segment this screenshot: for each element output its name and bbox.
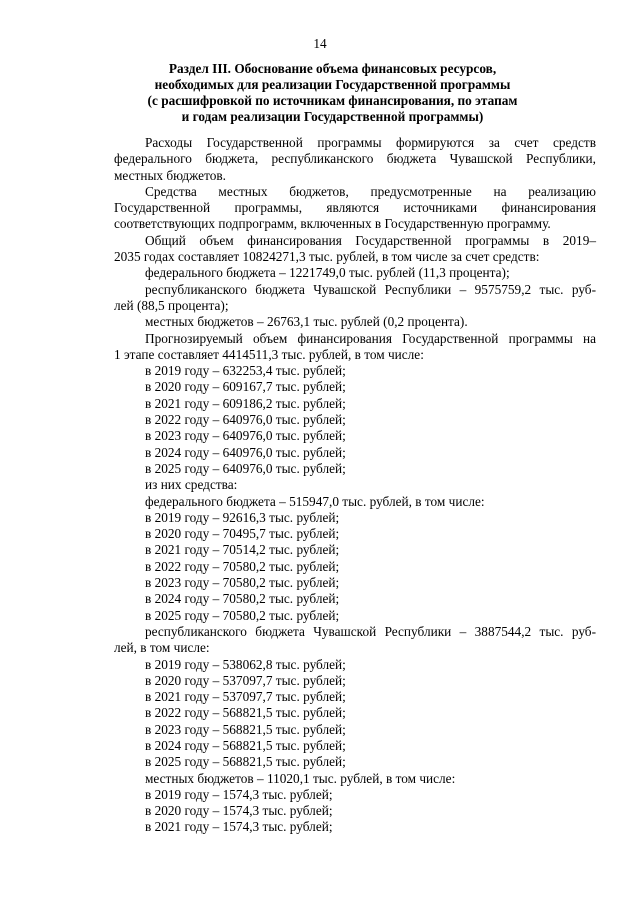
list-item: в 2025 году – 568821,5 тыс. рублей; (145, 754, 346, 770)
source-republic: лей (88,5 процента); (114, 297, 229, 313)
list-item: в 2024 году – 70580,2 тыс. рублей; (145, 591, 340, 607)
list-item: в 2024 году – 640976,0 тыс. рублей; (145, 444, 346, 460)
stage-year-list (114, 363, 596, 477)
stage-financing-line: Прогнозируемый объем финансирования Государственной программы на (145, 330, 596, 346)
list-item: в 2019 году – 92616,3 тыс. рублей; (145, 509, 340, 525)
list-item: в 2023 году – 70580,2 тыс. рублей; (145, 575, 340, 591)
local-header: местных бюджетов – 11020,1 тыс. рублей, в том числе: (145, 770, 456, 786)
local-year-list (114, 787, 596, 836)
stage-financing-line: 1 этапе составляет 4414511,3 тыс. рублей, в том числе: (114, 346, 424, 362)
list-item: в 2021 году – 537097,7 тыс. рублей; (145, 689, 346, 705)
republic-header: лей, в том числе: (114, 640, 210, 656)
section-heading (100, 61, 565, 125)
list-item: в 2020 году – 609167,7 тыс. рублей; (145, 379, 346, 395)
total-financing-line: 2035 годах составляет 10824271,3 тыс. рублей, в том числе за счет средств: (114, 249, 540, 265)
heading-line: и годам реализации Государственной программы) (181, 109, 484, 124)
list-item: в 2022 году – 568821,5 тыс. рублей; (145, 705, 346, 721)
list-item: в 2023 году – 640976,0 тыс. рублей; (145, 428, 346, 444)
list-item: в 2021 году – 70514,2 тыс. рублей; (145, 542, 340, 558)
list-item: в 2024 году – 568821,5 тыс. рублей; (145, 737, 346, 753)
list-item: в 2020 году – 537097,7 тыс. рублей; (145, 672, 346, 688)
total-financing-line: Общий объем финансирования Государственной программы в 2019– (145, 232, 596, 248)
paragraph-expenses: Расходы Государственной программы формируются за счет средств федерального бюджета, республиканского бюджета Чувашской Республики, местных бюджетов. (114, 135, 596, 183)
heading-line: необходимых для реализации Государственной программы (154, 77, 511, 92)
list-item: в 2019 году – 632253,4 тыс. рублей; (145, 363, 346, 379)
source-local: местных бюджетов – 26763,1 тыс. рублей (0,2 процента). (145, 314, 468, 330)
federal-header: федерального бюджета – 515947,0 тыс. рублей, в том числе: (145, 493, 485, 509)
list-item: в 2023 году – 568821,5 тыс. рублей; (145, 721, 346, 737)
source-federal: федерального бюджета – 1221749,0 тыс. рублей (11,3 процента); (145, 265, 510, 281)
list-item: в 2022 году – 640976,0 тыс. рублей; (145, 412, 346, 428)
list-item: в 2021 году – 609186,2 тыс. рублей; (145, 395, 346, 411)
paragraph-local-budgets: Средства местных бюджетов, предусмотренные на реализацию Государственной программы, являются источниками финансирования соответствующих подпрограмм, включенных в Государственную программу. (114, 183, 596, 232)
source-republic: республиканского бюджета Чувашской Республики – 9575759,2 тыс. руб- (145, 281, 596, 297)
list-item: в 2020 году – 1574,3 тыс. рублей; (145, 803, 333, 819)
list-item: в 2020 году – 70495,7 тыс. рублей; (145, 526, 340, 542)
list-item: в 2025 году – 640976,0 тыс. рублей; (145, 460, 346, 476)
federal-year-list (114, 510, 596, 624)
heading-line: (с расшифровкой по источникам финансирования, по этапам (147, 93, 518, 108)
of-them-label: из них средства: (145, 477, 238, 493)
list-item: в 2022 году – 70580,2 тыс. рублей; (145, 558, 340, 574)
page-number: 14 (313, 36, 327, 51)
list-item: в 2019 году – 1574,3 тыс. рублей; (145, 786, 333, 802)
heading-line: Раздел III. Обоснование объема финансовых ресурсов, (168, 61, 497, 76)
republic-header: республиканского бюджета Чувашской Республики – 3887544,2 тыс. руб- (145, 623, 596, 639)
list-item: в 2025 году – 70580,2 тыс. рублей; (145, 607, 340, 623)
list-item: в 2019 году – 538062,8 тыс. рублей; (145, 656, 346, 672)
republic-year-list (114, 657, 596, 771)
list-item: в 2021 году – 1574,3 тыс. рублей; (145, 819, 333, 835)
document-body (114, 135, 596, 836)
